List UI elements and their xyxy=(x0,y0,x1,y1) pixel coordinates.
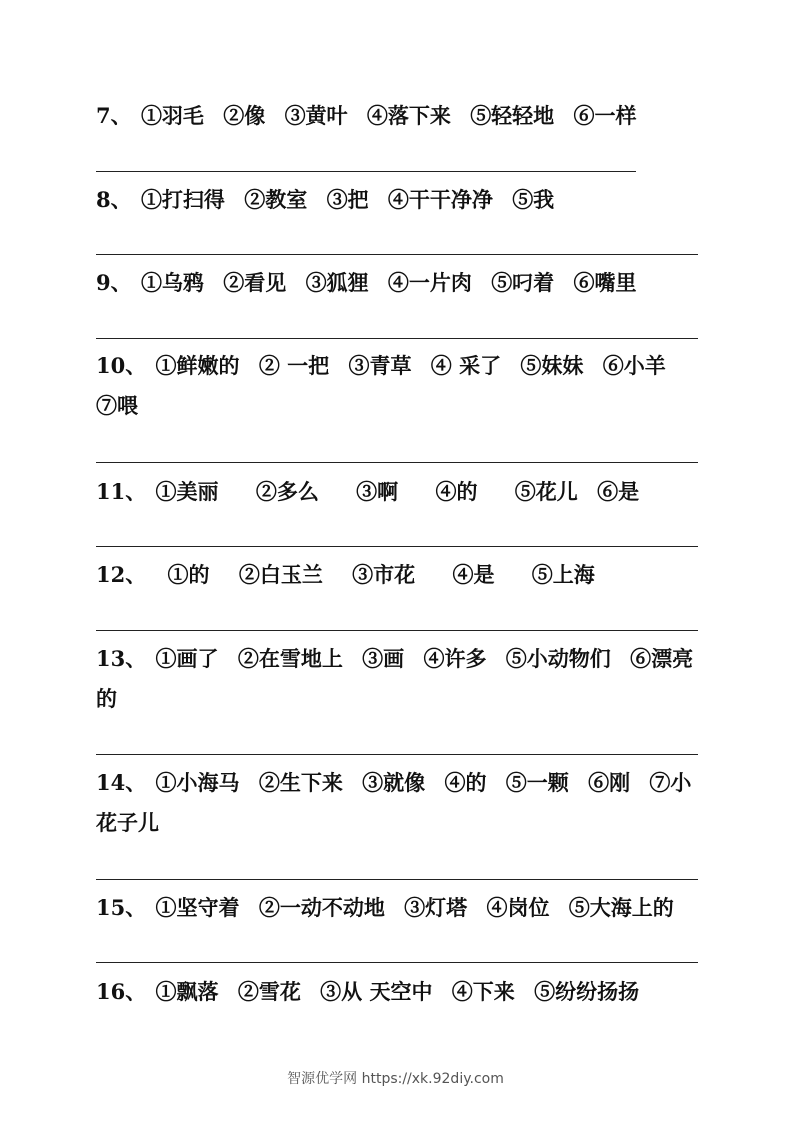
word-option: ①美丽 xyxy=(155,479,219,504)
word-option: ②生下来 xyxy=(258,770,343,795)
word-option: ①乌鸦 xyxy=(140,270,204,295)
word-option: ④干干净净 xyxy=(387,187,493,212)
footer-watermark: 智源优学网 https://xk.92diy.com xyxy=(287,1071,504,1087)
word-option: ④落下来 xyxy=(366,103,451,128)
word-option: ④许多 xyxy=(423,646,487,671)
question-number: 9、 xyxy=(96,270,132,295)
question-13 xyxy=(96,639,700,719)
question-11 xyxy=(96,472,700,512)
word-option: ②多么 xyxy=(255,479,319,504)
word-option: ①打扫得 xyxy=(140,187,225,212)
answer-line xyxy=(96,254,698,255)
answer-line xyxy=(96,462,698,463)
answer-line xyxy=(96,546,698,547)
word-option: ④是 xyxy=(452,562,495,587)
question-number: 16、 xyxy=(96,979,147,1004)
word-option: ⑤妹妹 xyxy=(520,353,584,378)
word-option: ⑦小花子儿 xyxy=(96,770,692,835)
word-option: ⑦喂 xyxy=(96,393,138,418)
word-option: ③市花 xyxy=(352,562,416,587)
word-option: ④一片肉 xyxy=(387,270,472,295)
word-option: ④的 xyxy=(435,479,478,504)
word-option: ③狐狸 xyxy=(305,270,369,295)
word-option: ⑤叼着 xyxy=(491,270,555,295)
question-15 xyxy=(96,888,700,928)
word-option: ②看见 xyxy=(223,270,287,295)
word-option: ①鲜嫩的 xyxy=(155,353,240,378)
question-number: 15、 xyxy=(96,895,147,920)
word-option: ③就像 xyxy=(362,770,426,795)
word-option: ③画 xyxy=(362,646,405,671)
word-option: ④下来 xyxy=(451,979,515,1004)
word-option: ②一动不动地 xyxy=(258,895,385,920)
word-option: ⑤花儿 xyxy=(514,479,578,504)
answer-line xyxy=(96,630,698,631)
word-option: ⑥小羊 xyxy=(602,353,666,378)
word-option: ③黄叶 xyxy=(284,103,348,128)
answer-line xyxy=(96,962,698,963)
question-number: 11、 xyxy=(96,479,147,504)
question-10 xyxy=(96,346,700,426)
word-option: ①坚守着 xyxy=(155,895,240,920)
word-option: ③啊 xyxy=(356,479,399,504)
answer-line xyxy=(96,879,698,880)
word-option: ③从 天空中 xyxy=(320,979,433,1004)
question-9 xyxy=(96,263,700,303)
word-option: ⑥漂亮的 xyxy=(96,646,694,711)
word-option: ①的 xyxy=(167,562,210,587)
word-option: ④岗位 xyxy=(486,895,550,920)
question-8 xyxy=(96,180,700,220)
answer-line xyxy=(96,754,698,755)
question-number: 10、 xyxy=(96,353,147,378)
word-option: ⑤我 xyxy=(512,187,555,212)
question-number: 12、 xyxy=(96,562,147,587)
word-option: ①羽毛 xyxy=(140,103,204,128)
question-number: 7、 xyxy=(96,103,132,128)
word-option: ⑥嘴里 xyxy=(573,270,637,295)
word-option: ⑥刚 xyxy=(588,770,631,795)
word-option: ⑥是 xyxy=(597,479,640,504)
question-14 xyxy=(96,763,700,843)
word-option: ②教室 xyxy=(244,187,308,212)
word-option: ②白玉兰 xyxy=(238,562,323,587)
word-option: ⑤轻轻地 xyxy=(470,103,555,128)
word-option: ②像 xyxy=(223,103,266,128)
answer-line xyxy=(96,338,698,339)
word-option: ③把 xyxy=(326,187,369,212)
word-option: ⑤小动物们 xyxy=(505,646,611,671)
word-option: ⑤大海上的 xyxy=(568,895,674,920)
word-option: ④ 采了 xyxy=(430,353,502,378)
word-option: ①飘落 xyxy=(155,979,219,1004)
question-12 xyxy=(96,555,700,595)
word-option: ③灯塔 xyxy=(404,895,468,920)
word-option: ⑤纷纷扬扬 xyxy=(534,979,640,1004)
question-16 xyxy=(96,972,700,1012)
word-option: ①画了 xyxy=(155,646,219,671)
word-option: ⑤上海 xyxy=(531,562,595,587)
word-option: ⑥一样 xyxy=(573,103,637,128)
word-option: ② 一把 xyxy=(258,353,330,378)
word-option: ⑤一颗 xyxy=(505,770,569,795)
word-option: ①小海马 xyxy=(155,770,240,795)
question-number: 8、 xyxy=(96,187,132,212)
question-number: 13、 xyxy=(96,646,147,671)
word-option: ②雪花 xyxy=(237,979,301,1004)
question-number: 14、 xyxy=(96,770,147,795)
question-7 xyxy=(96,96,700,136)
word-option: ④的 xyxy=(444,770,487,795)
word-option: ③青草 xyxy=(348,353,412,378)
answer-line xyxy=(96,171,636,172)
word-option: ②在雪地上 xyxy=(237,646,343,671)
